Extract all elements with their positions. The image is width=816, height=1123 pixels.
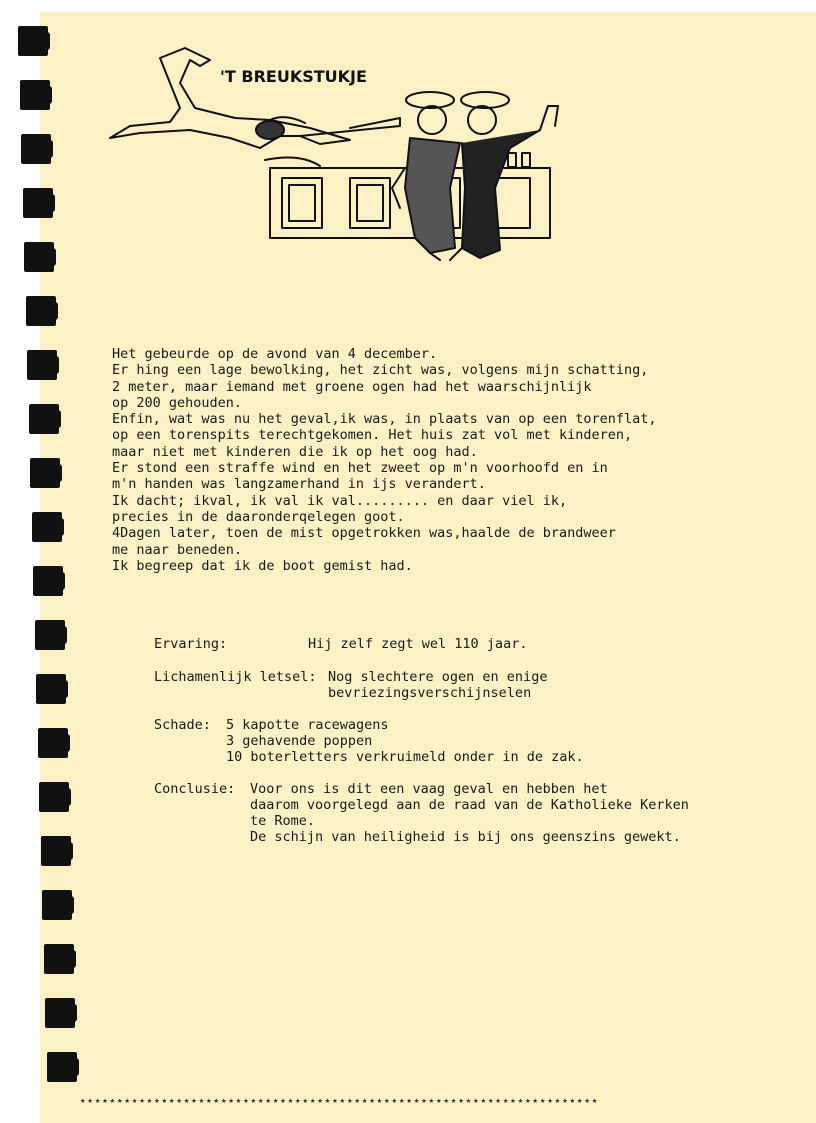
cartoon-illustration [70,38,570,268]
binding-ring-icon [35,620,65,650]
binding-ring-icon [36,674,66,704]
letsel-label: Lichamenlijk letsel: [154,669,317,685]
binding-ring-icon [45,998,75,1028]
story-line: op een torenspits terechtgekomen. Het huis zat vol met kinderen, [112,427,633,444]
binding-ring-icon [27,350,57,380]
binding-ring-icon [38,728,68,758]
binding-ring-icon [21,134,51,164]
logo-text: 'T BREUKSTUKJE [220,67,367,86]
story-text [112,346,752,574]
binding-ring-icon [24,242,54,272]
conclusie-line: Voor ons is dit een vaag geval en hebben het [250,781,608,797]
story-line: Er stond een straffe wind en het zweet op m'n voorhoofd en in [112,460,608,477]
binding-margin [0,0,40,1123]
binding-ring-icon [33,566,63,596]
binding-ring-icon [41,836,71,866]
binding-ring-icon [32,512,62,542]
schade-line: 3 gehavende poppen [226,733,373,749]
story-line: 2 meter, maar iemand met groene ogen had het waarschijnlijk [112,378,592,395]
binding-ring-icon [39,782,69,812]
story-line: Er hing een lage bewolking, het zicht was, volgens mijn schatting, [112,362,649,379]
binding-ring-icon [18,26,48,56]
story-line: 4Dagen later, toen de mist opgetrokken was,haalde de brandweer [112,525,616,542]
star-border: ★★★★★★★★★★★★★★★★★★★★★★★★★★★★★★★★★★★★★★★★★★★★★★★★★★★★★★★★★★★★★★★★★★★★★★ [80,1096,600,1106]
letsel-line: bevriezingsverschijnselen [328,685,532,701]
story-line: Enfin, wat was nu het geval,ik was, in plaats van op een torenflat, [112,411,657,428]
conclusie-line: daarom voorgelegd aan de raad van de Katholieke Kerken [250,797,689,813]
letsel-line: Nog slechtere ogen en enige [328,669,548,685]
binding-ring-icon [23,188,53,218]
story-line: precies in de daaronderqelegen goot. [112,508,405,525]
story-line: Het gebeurde op de avond van 4 december. [112,346,438,362]
story-line: me naar beneden. [112,541,243,558]
story-line: Ik begreep dat ik de boot gemist had. [112,557,413,574]
ervaring-label: Ervaring: [154,636,228,652]
binding-ring-icon [26,296,56,326]
binding-ring-icon [30,458,60,488]
conclusie-line: te Rome. [250,813,316,829]
schade-label: Schade: [154,717,211,733]
story-line: m'n handen was langzamerhand in ijs verandert. [112,476,486,493]
binding-ring-icon [29,404,59,434]
story-line: maar niet met kinderen die ik op het oog had. [112,443,478,460]
story-line: op 200 gehouden. [112,394,243,411]
binding-ring-icon [20,80,50,110]
conclusie-label: Conclusie: [154,781,236,797]
ervaring-value: Hij zelf zegt wel 110 jaar. [308,636,528,652]
story-line: Ik dacht; ikval, ik val ik val......... en daar viel ik, [112,492,568,509]
schade-line: 5 kapotte racewagens [226,717,389,733]
binding-ring-icon [47,1052,77,1082]
binding-ring-icon [44,944,74,974]
conclusie-line: De schijn van heiligheid is bij ons geenszins gewekt. [250,829,681,845]
binding-ring-icon [42,890,72,920]
schade-line: 10 boterletters verkruimeld onder in de zak. [226,749,584,765]
